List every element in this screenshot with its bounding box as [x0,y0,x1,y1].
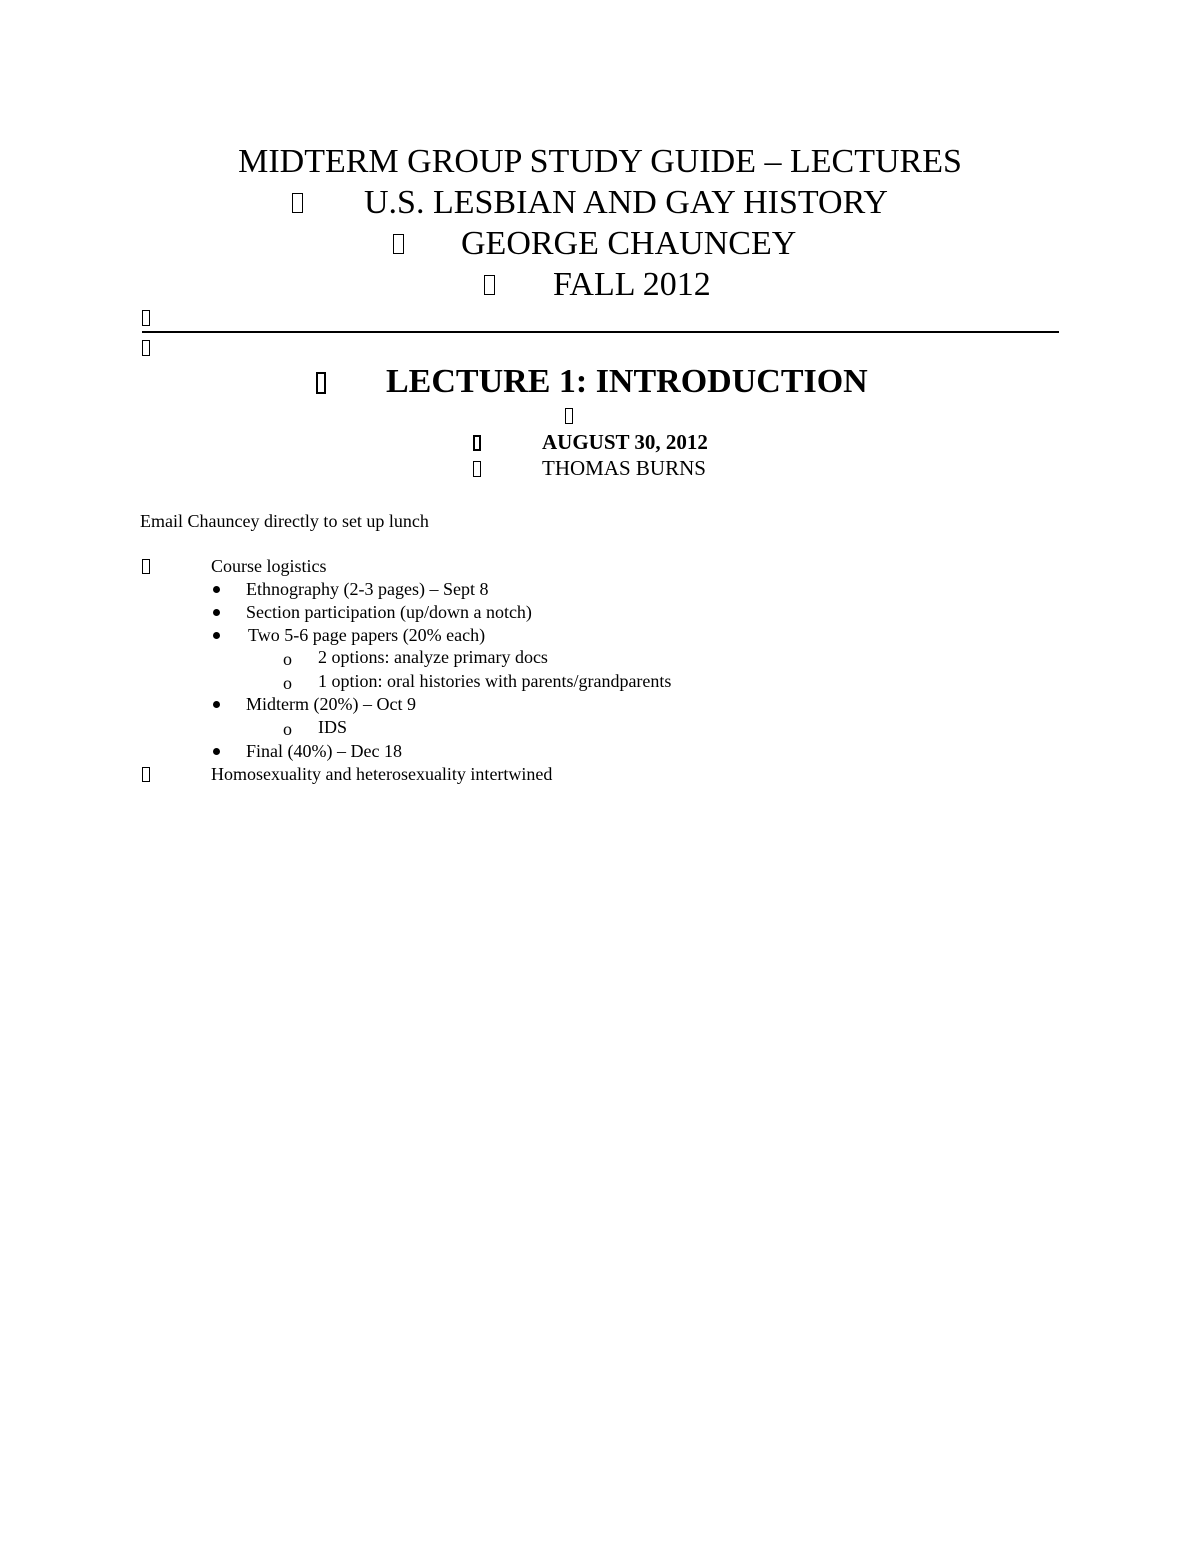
intro-note: Email Chauncey directly to set up lunch [140,511,429,531]
list-item: Section participation (up/down a notch) [246,602,532,622]
list-item: IDS [318,717,348,737]
bullet-icon [213,632,220,639]
missing-glyph-box-icon [484,275,495,295]
list-item: Two 5-6 page papers (20% each) [248,625,486,645]
lecture-author: THOMAS BURNS [542,456,706,480]
horizontal-rule [142,331,1059,333]
course-title: U.S. LESBIAN AND GAY HISTORY [364,184,888,221]
list-item: Homosexuality and heterosexuality intertwined [211,764,553,784]
document-title: MIDTERM GROUP STUDY GUIDE – LECTURES [238,143,962,180]
list-item: Midterm (20%) – Oct 9 [246,694,416,714]
list-item: Ethnography (2-3 pages) – Sept 8 [246,579,489,599]
lecture-date: AUGUST 30, 2012 [542,430,708,454]
bullet-icon [213,701,220,708]
missing-glyph-box-icon [316,372,326,394]
missing-glyph-box-icon [142,340,150,356]
professor-name: GEORGE CHAUNCEY [461,225,797,262]
term-label: FALL 2012 [553,266,711,303]
list-item: Course logistics [211,556,327,576]
sub-bullet-icon: o [283,649,292,669]
missing-glyph-box-icon [292,193,303,213]
missing-glyph-box-icon [393,234,404,254]
sub-bullet-icon: o [283,719,292,739]
sub-bullet-icon: o [283,673,292,693]
lecture-heading: LECTURE 1: INTRODUCTION [386,363,868,400]
missing-glyph-box-icon [473,461,481,477]
bullet-icon [213,586,220,593]
missing-glyph-box-icon [473,435,481,451]
missing-glyph-box-icon [142,767,150,782]
missing-glyph-box-icon [142,310,150,326]
list-item: Final (40%) – Dec 18 [246,741,402,761]
missing-glyph-box-icon [142,559,150,574]
bullet-icon [213,609,220,616]
missing-glyph-box-icon [565,408,573,424]
list-item: 1 option: oral histories with parents/grandparents [318,671,672,691]
list-item: 2 options: analyze primary docs [318,647,548,667]
bullet-icon [213,748,220,755]
